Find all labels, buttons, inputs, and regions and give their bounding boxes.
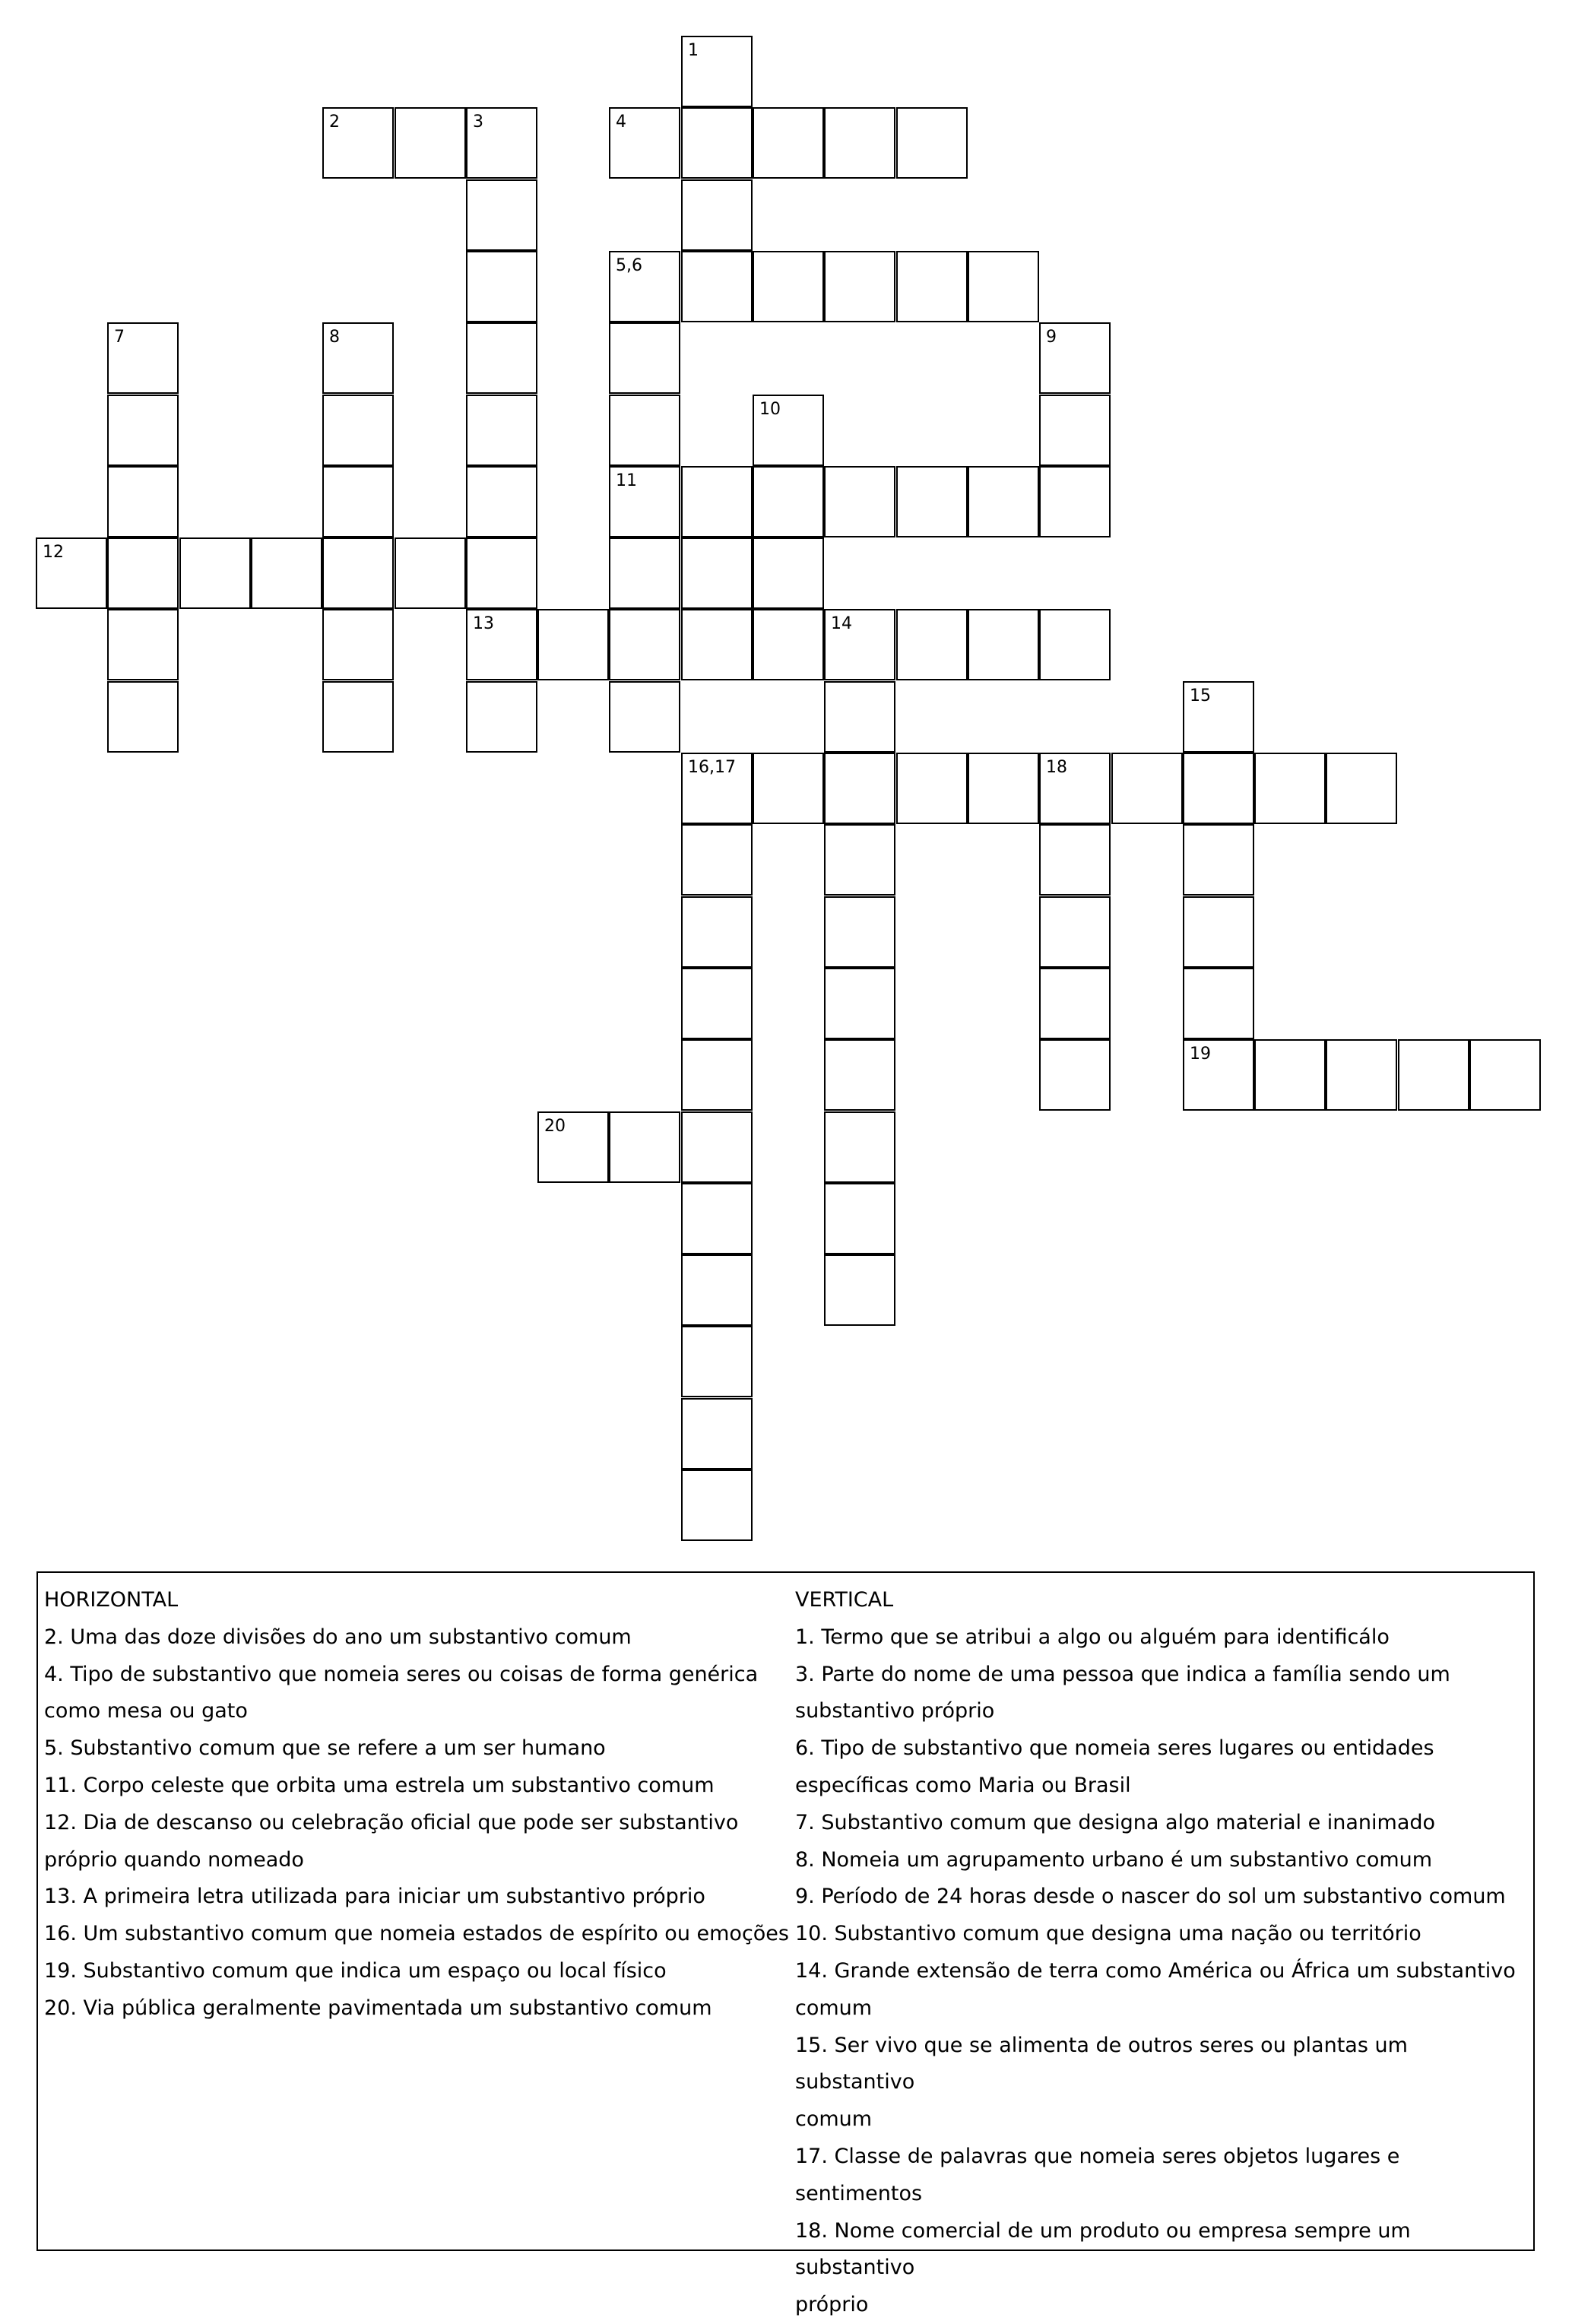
grid-cell[interactable]: [322, 107, 394, 179]
grid-cell[interactable]: [824, 251, 895, 322]
clue-number: 5,6: [616, 256, 642, 275]
grid-cell[interactable]: [753, 107, 824, 179]
grid-cell[interactable]: [322, 537, 394, 609]
grid-cell[interactable]: [395, 107, 466, 179]
clue-number: 2: [329, 113, 340, 132]
clue-line: 19. Substantivo comum que indica um espaço ou local físico: [44, 1958, 667, 1983]
grid-cell[interactable]: [824, 107, 895, 179]
grid-cell[interactable]: [896, 107, 968, 179]
grid-cell[interactable]: [537, 1111, 609, 1183]
grid-cell[interactable]: [1183, 681, 1254, 753]
clue-line: comum: [795, 2107, 873, 2132]
grid-cell[interactable]: [753, 537, 824, 609]
clue-number: 4: [616, 113, 626, 132]
grid-cell[interactable]: [466, 466, 537, 537]
grid-cell[interactable]: [681, 179, 753, 251]
clue-line: 16. Um substantivo comum que nomeia estados de espírito ou emoções: [44, 1922, 789, 1946]
grid-cell[interactable]: [1254, 1039, 1326, 1111]
grid-cell[interactable]: [1039, 322, 1111, 394]
clue-line: substantivo próprio: [795, 1699, 995, 1723]
clue-line: 20. Via pública geralmente pavimentada um substantivo comum: [44, 1996, 712, 2020]
grid-cell[interactable]: [609, 466, 680, 537]
grid-cell[interactable]: [968, 753, 1039, 824]
grid-cell[interactable]: [1183, 896, 1254, 968]
grid-cell[interactable]: [824, 968, 895, 1039]
grid-cell[interactable]: [1039, 824, 1111, 896]
grid-cell[interactable]: [681, 824, 753, 896]
grid-cell[interactable]: [1111, 753, 1183, 824]
grid-cell[interactable]: [1039, 609, 1111, 680]
grid-cell[interactable]: [824, 681, 895, 753]
grid-cell[interactable]: [824, 466, 895, 537]
grid-cell[interactable]: [609, 395, 680, 466]
grid-cell[interactable]: [1326, 753, 1397, 824]
grid-cell[interactable]: [466, 537, 537, 609]
clue-number: 11: [616, 471, 637, 490]
clue-number: 12: [43, 543, 64, 562]
clue-line: 13. A primeira letra utilizada para iniciar um substantivo próprio: [44, 1885, 705, 1909]
clue-number: 15: [1190, 686, 1211, 705]
clue-line: como mesa ou gato: [44, 1699, 248, 1723]
horizontal-title: HORIZONTAL: [44, 1588, 179, 1612]
clue-line: 8. Nomeia um agrupamento urbano é um substantivo comum: [795, 1847, 1433, 1872]
clue-number: 20: [544, 1117, 566, 1136]
grid-cell[interactable]: [1469, 1039, 1541, 1111]
grid-cell[interactable]: [1254, 753, 1326, 824]
grid-cell[interactable]: [107, 322, 179, 394]
clue-line: próprio: [795, 2293, 869, 2317]
grid-cell[interactable]: [1039, 896, 1111, 968]
grid-cell[interactable]: [681, 1398, 753, 1470]
grid-cell[interactable]: [681, 36, 753, 107]
grid-cell[interactable]: [681, 1111, 753, 1183]
horizontal-clues: [44, 1582, 789, 2028]
grid-cell[interactable]: [681, 1039, 753, 1111]
grid-cell[interactable]: [179, 537, 251, 609]
clue-number: 1: [688, 41, 699, 60]
clue-number: 9: [1046, 328, 1057, 347]
grid-cell[interactable]: [1039, 1039, 1111, 1111]
clue-line: comum: [795, 1996, 873, 2020]
grid-cell[interactable]: [681, 609, 753, 680]
grid-cell[interactable]: [107, 395, 179, 466]
clue-line: 15. Ser vivo que se alimenta de outros seres ou plantas um substantivo: [795, 2033, 1408, 2094]
grid-cell[interactable]: [466, 609, 537, 680]
grid-cell[interactable]: [753, 251, 824, 322]
grid-cell[interactable]: [824, 1039, 895, 1111]
grid-cell[interactable]: [896, 753, 968, 824]
clue-number: 16,17: [688, 758, 736, 777]
grid-cell[interactable]: [896, 609, 968, 680]
clue-number: 10: [759, 400, 781, 419]
grid-cell[interactable]: [681, 1183, 753, 1254]
grid-cell[interactable]: [609, 609, 680, 680]
grid-cell[interactable]: [107, 681, 179, 753]
grid-cell[interactable]: [609, 537, 680, 609]
clue-number: 19: [1190, 1045, 1211, 1064]
clue-line: 7. Substantivo comum que designa algo material e inanimado: [795, 1810, 1436, 1834]
grid-cell[interactable]: [824, 1111, 895, 1183]
grid-cell[interactable]: [1039, 753, 1111, 824]
grid-cell[interactable]: [107, 537, 179, 609]
grid-cell[interactable]: [322, 466, 394, 537]
grid-cell[interactable]: [968, 609, 1039, 680]
grid-cell[interactable]: [466, 322, 537, 394]
grid-cell[interactable]: [322, 609, 394, 680]
clue-line: 3. Parte do nome de uma pessoa que indica a família sendo um: [795, 1662, 1450, 1686]
clue-line: 18. Nome comercial de um produto ou empresa sempre um substantivo: [795, 2218, 1411, 2280]
grid-cell[interactable]: [107, 466, 179, 537]
grid-cell[interactable]: [466, 107, 537, 179]
clue-line: específicas como Maria ou Brasil: [795, 1773, 1131, 1797]
grid-cell[interactable]: [1183, 1039, 1254, 1111]
grid-cell[interactable]: [824, 609, 895, 680]
grid-cell[interactable]: [1326, 1039, 1397, 1111]
grid-cell[interactable]: [753, 395, 824, 466]
grid-cell[interactable]: [1183, 753, 1254, 824]
grid-cell[interactable]: [322, 681, 394, 753]
grid-cell[interactable]: [322, 322, 394, 394]
grid-cell[interactable]: [681, 1470, 753, 1541]
clue-number: 13: [473, 614, 494, 633]
grid-cell[interactable]: [107, 609, 179, 680]
clue-line: 4. Tipo de substantivo que nomeia seres ou coisas de forma genérica: [44, 1662, 759, 1686]
grid-cell[interactable]: [681, 537, 753, 609]
grid-cell[interactable]: [1039, 466, 1111, 537]
grid-cell[interactable]: [1398, 1039, 1469, 1111]
grid-cell[interactable]: [681, 968, 753, 1039]
grid-cell[interactable]: [681, 896, 753, 968]
clue-line: 12. Dia de descanso ou celebração oficial que pode ser substantivo: [44, 1810, 739, 1834]
grid-cell[interactable]: [395, 537, 466, 609]
grid-cell[interactable]: [251, 537, 322, 609]
grid-cell[interactable]: [896, 466, 968, 537]
grid-cell[interactable]: [36, 537, 107, 609]
clues-box: [36, 1571, 1535, 2317]
grid-cell[interactable]: [537, 609, 609, 680]
grid-cell[interactable]: [681, 466, 753, 537]
grid-cell[interactable]: [824, 896, 895, 968]
grid-cell[interactable]: [753, 466, 824, 537]
grid-cell[interactable]: [681, 107, 753, 179]
grid-cell[interactable]: [609, 1111, 680, 1183]
grid-cell[interactable]: [609, 322, 680, 394]
grid-cell[interactable]: [824, 753, 895, 824]
grid-cell[interactable]: [466, 681, 537, 753]
grid-cell[interactable]: [1183, 968, 1254, 1039]
grid-cell[interactable]: [1039, 395, 1111, 466]
grid-cell[interactable]: [824, 1183, 895, 1254]
clue-line: 10. Substantivo comum que designa uma nação ou território: [795, 1922, 1421, 1946]
grid-cell[interactable]: [609, 251, 680, 322]
grid-cell[interactable]: [466, 395, 537, 466]
clue-line: 6. Tipo de substantivo que nomeia seres lugares ou entidades: [795, 1736, 1434, 1761]
clue-line: 14. Grande extensão de terra como América ou África um substantivo: [795, 1958, 1516, 1983]
grid-cell[interactable]: [609, 107, 680, 179]
grid-cell[interactable]: [681, 251, 753, 322]
clue-line: 5. Substantivo comum que se refere a um ser humano: [44, 1736, 606, 1761]
grid-cell[interactable]: [824, 824, 895, 896]
grid-cell[interactable]: [968, 466, 1039, 537]
vertical-title: VERTICAL: [795, 1588, 894, 1612]
clue-line: 9. Período de 24 horas desde o nascer do sol um substantivo comum: [795, 1885, 1506, 1909]
grid-cell[interactable]: [1183, 824, 1254, 896]
grid-cell[interactable]: [824, 1254, 895, 1326]
grid-cell[interactable]: [753, 609, 824, 680]
vertical-clues: [795, 1582, 1529, 2324]
grid-cell[interactable]: [681, 1254, 753, 1326]
grid-cell[interactable]: [896, 251, 968, 322]
grid-cell[interactable]: [753, 753, 824, 824]
clue-number: 14: [831, 614, 852, 633]
grid-cell[interactable]: [681, 753, 753, 824]
grid-cell[interactable]: [1039, 968, 1111, 1039]
clue-number: 8: [329, 328, 340, 347]
grid-cell[interactable]: [609, 681, 680, 753]
grid-cell[interactable]: [681, 1326, 753, 1397]
clue-number: 7: [114, 328, 125, 347]
clue-line: 11. Corpo celeste que orbita uma estrela um substantivo comum: [44, 1773, 715, 1797]
grid-cell[interactable]: [466, 251, 537, 322]
clue-line: 1. Termo que se atribui a algo ou alguém para identificálo: [795, 1625, 1390, 1649]
clue-line: 17. Classe de palavras que nomeia seres objetos lugares e sentimentos: [795, 2144, 1400, 2205]
grid-cell[interactable]: [322, 395, 394, 466]
clue-number: 18: [1046, 758, 1067, 777]
clue-line: 2. Uma das doze divisões do ano um substantivo comum: [44, 1625, 632, 1649]
clue-line: próprio quando nomeado: [44, 1847, 304, 1872]
clue-number: 3: [473, 113, 483, 132]
grid-cell[interactable]: [968, 251, 1039, 322]
grid-cell[interactable]: [466, 179, 537, 251]
